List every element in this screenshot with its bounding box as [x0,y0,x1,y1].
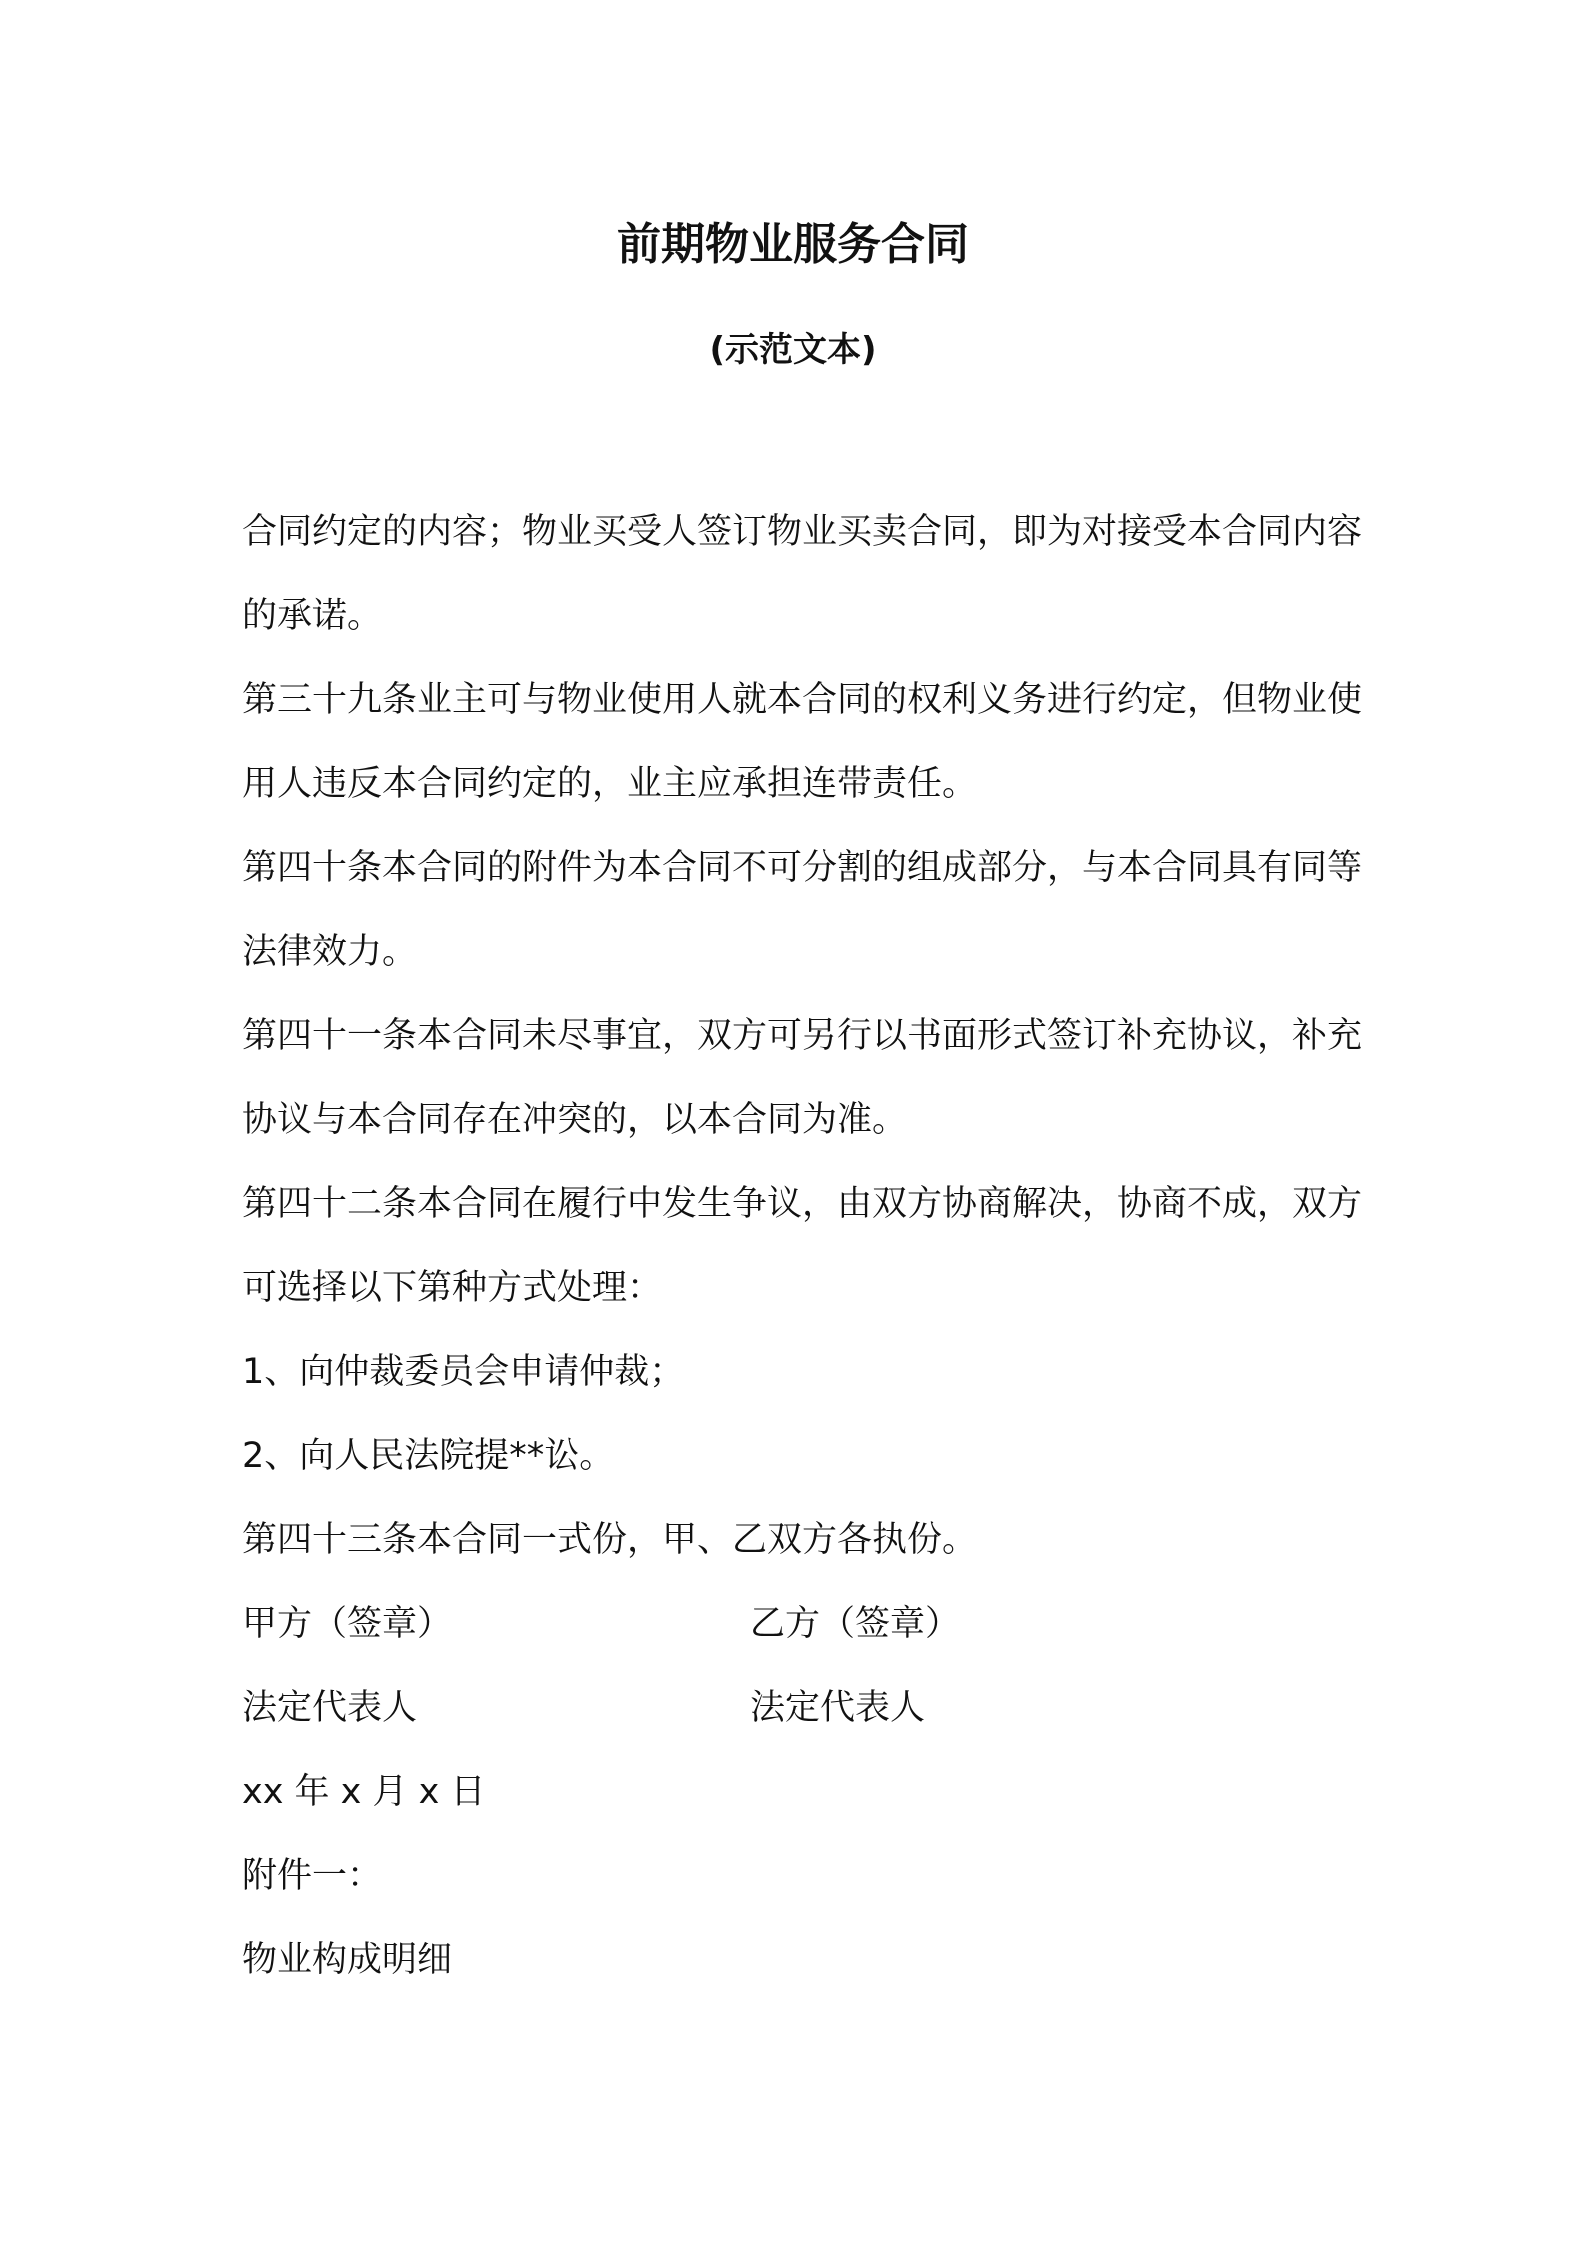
paragraph-article-40: 第四十条本合同的附件为本合同不可分割的组成部分，与本合同具有同等法律效力。 [242,848,1363,972]
party-b-signature: 乙方（签章） [750,1604,961,1644]
option-lawsuit: 2、向人民法院提**讼。 [242,1436,615,1476]
paragraph-article-43: 第四十三条本合同一式份，甲、乙双方各执份。 [242,1520,978,1560]
attachment-label: 附件一： [242,1856,383,1896]
option-arbitration: 1、向仲裁委员会申请仲裁； [242,1352,685,1392]
representative-row [242,1666,1362,1750]
signature-row [242,1582,1362,1666]
signature-date: xx 年 x 月 x 日 [242,1772,486,1812]
party-a-representative: 法定代表人 [242,1688,418,1728]
party-b-representative: 法定代表人 [750,1688,926,1728]
paragraph-article-41: 第四十一条本合同未尽事宜，双方可另行以书面形式签订补充协议，补充协议与本合同存在冲突的，以本合同为准。 [242,1016,1363,1140]
attachment-title: 物业构成明细 [242,1940,453,1980]
paragraph: 合同约定的内容；物业买受人签订物业买卖合同，即为对接受本合同内容的承诺。 [242,512,1363,636]
party-a-signature: 甲方（签章） [242,1604,453,1644]
paragraph-article-42: 第四十二条本合同在履行中发生争议，由双方协商解决，协商不成，双方可选择以下第种方式处理： [242,1184,1363,1308]
document-title: 前期物业服务合同 [617,219,969,270]
paragraph-article-39: 第三十九条业主可与物业使用人就本合同的权利义务进行约定，但物业使用人违反本合同约定的，业主应承担连带责任。 [242,680,1363,804]
document-body [242,490,1362,2002]
document-subtitle: (示范文本) [709,330,877,370]
